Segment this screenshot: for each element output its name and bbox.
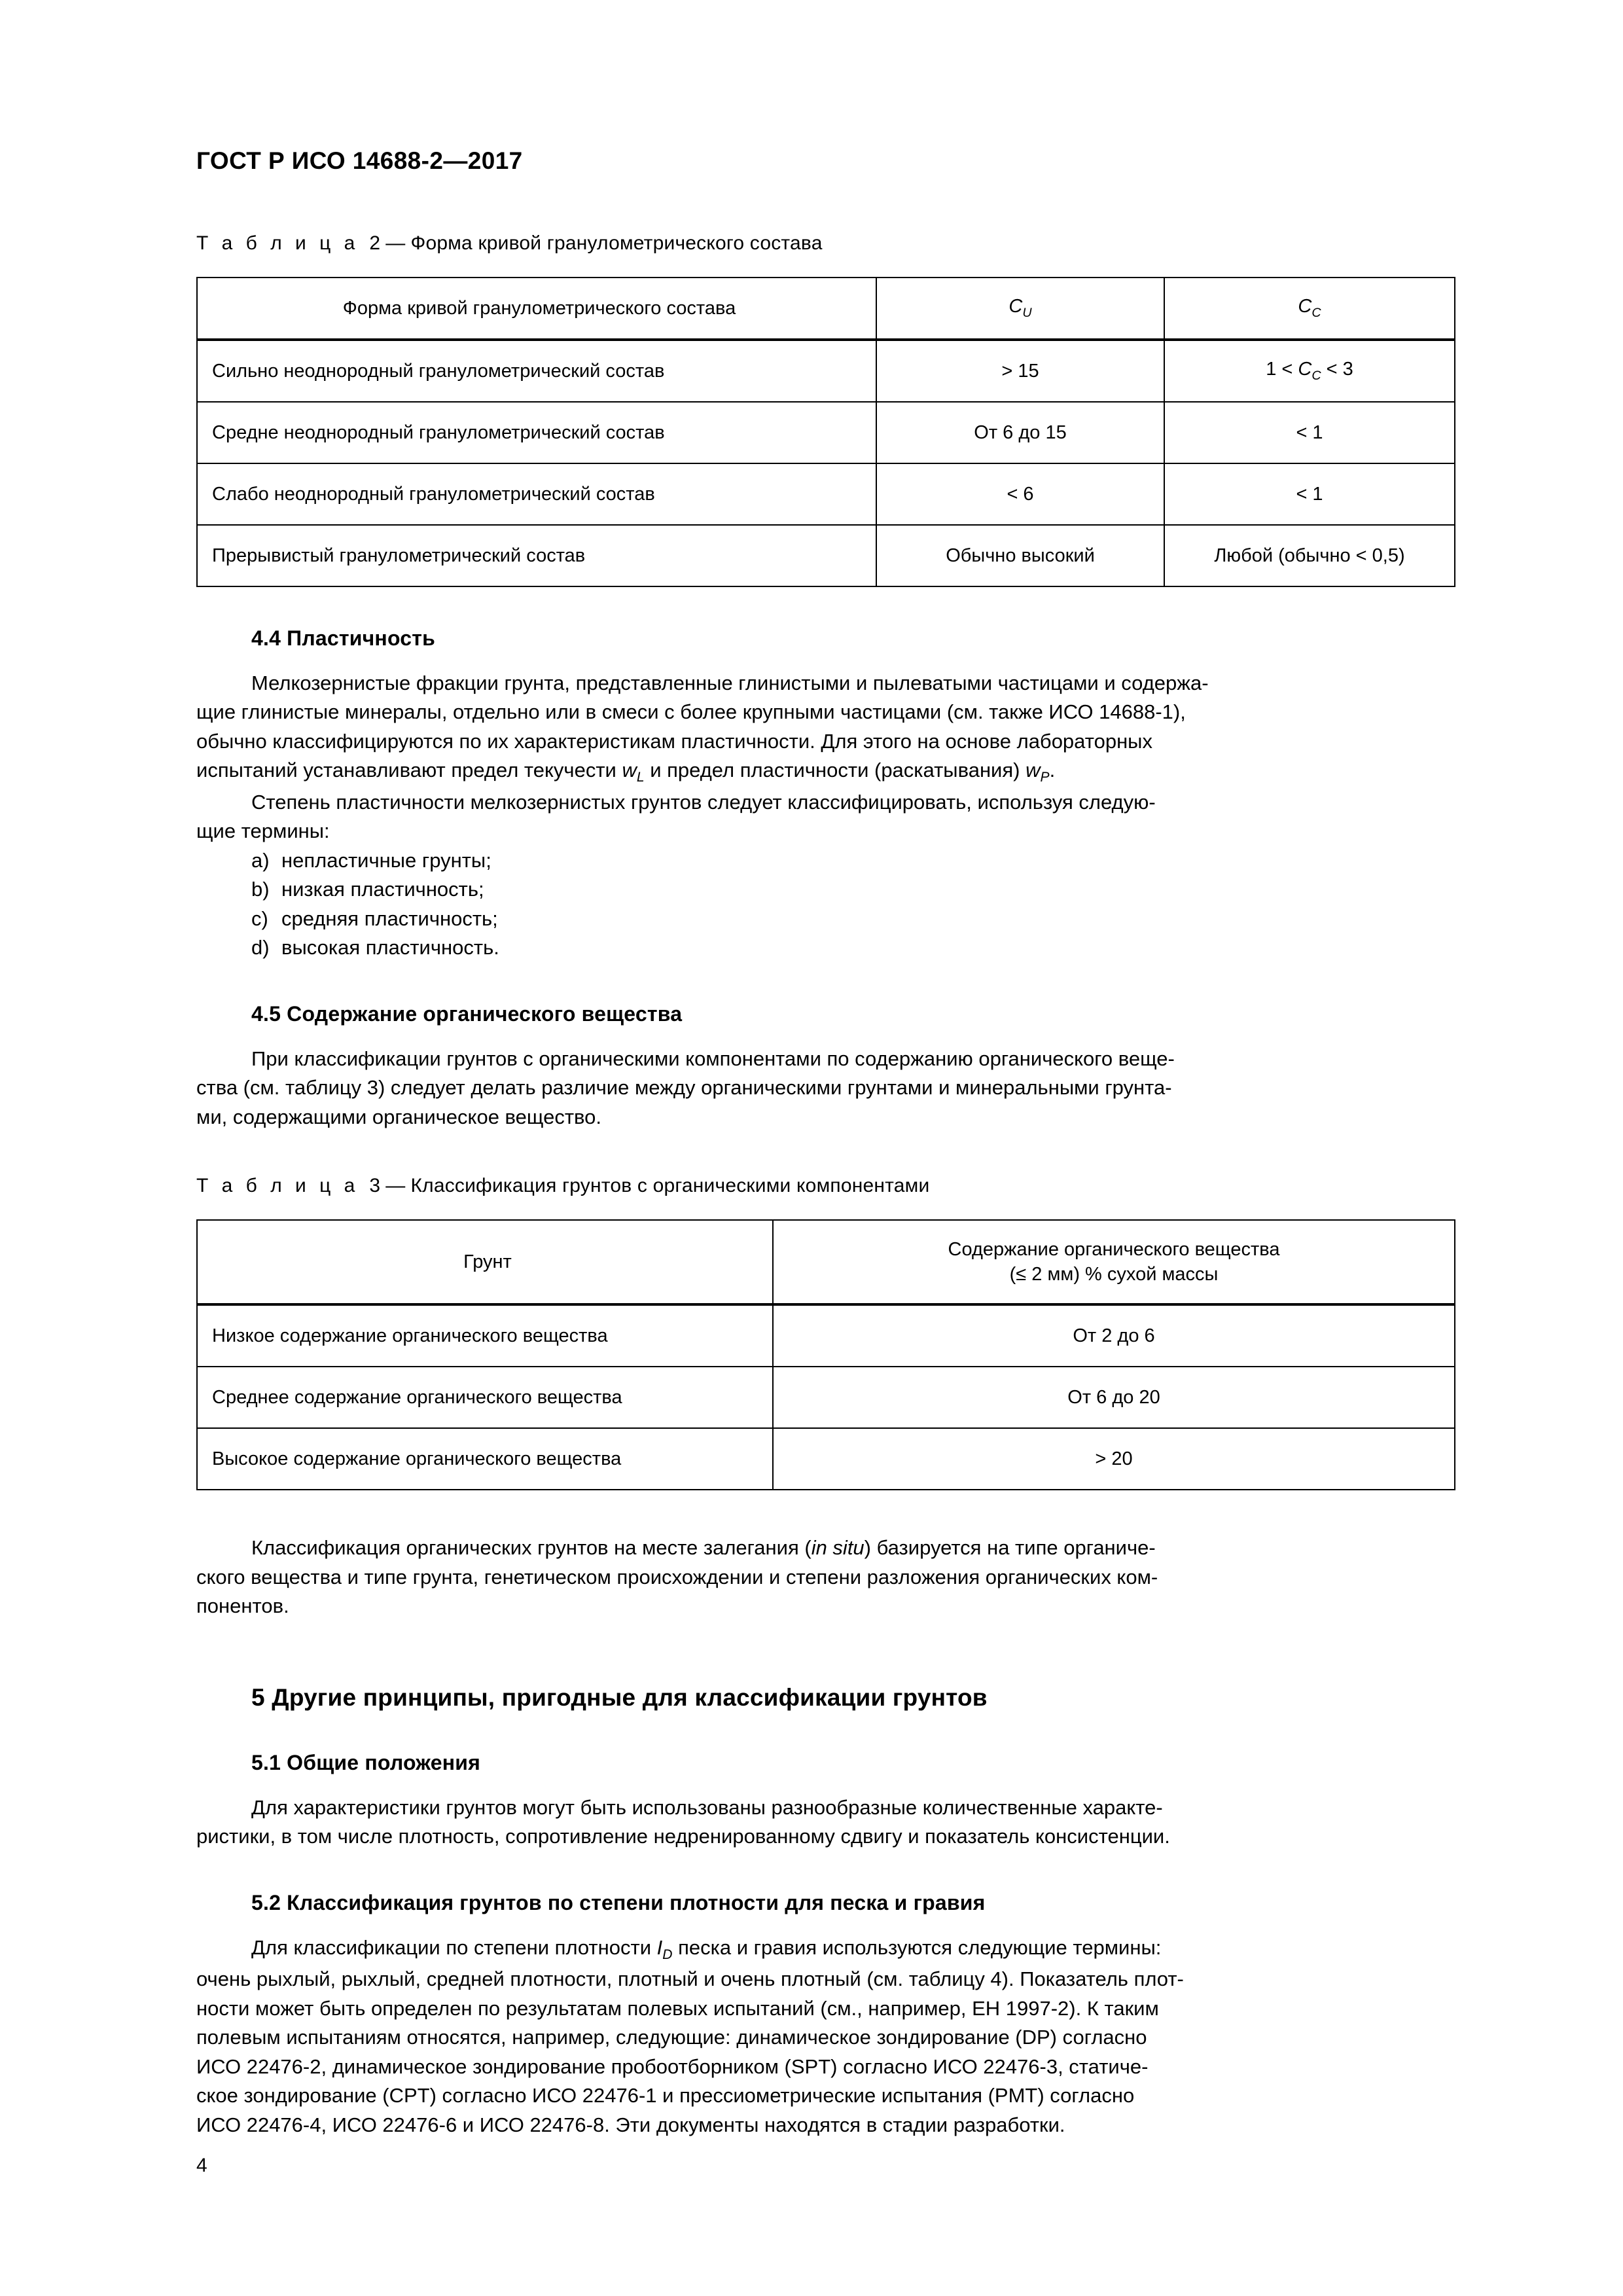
table-2-caption-title: Форма кривой гранулометрического состава: [410, 232, 823, 254]
table-2-col-shape: Форма кривой гранулометрического состава: [197, 278, 876, 340]
paragraph-5-2-b: [196, 1965, 1454, 1994]
table-2-row-0-cc: [1164, 340, 1455, 402]
line: Для характеристики грунтов могут быть использованы разнообразные количественные характе-: [251, 1795, 1163, 1819]
line: Классификация органических грунтов на месте залегания (: [251, 1536, 812, 1560]
spacer: [196, 1490, 1454, 1534]
page-number: 4: [196, 2155, 207, 2176]
table-2-row-1-cu: От 6 до 15: [876, 402, 1164, 463]
list-item: [251, 846, 1454, 875]
line-end: .: [1049, 759, 1056, 782]
paragraph-4-4-1-cont3: [196, 756, 1454, 787]
paragraph-5-2: [196, 1933, 1454, 1965]
table-row: [197, 1304, 1455, 1367]
cu-subscript: U: [1022, 305, 1032, 320]
table-3-col-soil: Грунт: [197, 1220, 773, 1304]
table-2-col-cc: [1164, 278, 1455, 340]
line: Степень пластичности мелкозернистых грунтов следует классифицировать, используя следую-: [251, 790, 1156, 814]
page-title: ГОСТ Р ИСО 14688-2—2017: [196, 147, 523, 174]
line: ское зондирование (CPT) согласно ИСО 22476-1 и прессиометрические испытания (PMT) согласно: [196, 2084, 1135, 2108]
table-3-col-organic-content: [773, 1220, 1455, 1304]
table-3-row-1-name: Среднее содержание органического вещества: [197, 1367, 773, 1428]
paragraph-5-2-d: [196, 2023, 1454, 2052]
line: ства (см. таблицу 3) следует делать различие между органическими грунтами и минеральными грунта-: [196, 1076, 1172, 1100]
table-3-caption-label: Т а б л и ц а: [196, 1175, 359, 1197]
table-2-row-3-name: Прерывистый гранулометрический состав: [197, 525, 876, 586]
paragraph-5-2-g: [196, 2111, 1454, 2140]
cc-subscript: C: [1311, 305, 1321, 320]
line: При классификации грунтов с органическими компонентами по содержанию органического веще-: [251, 1047, 1175, 1070]
paragraph-4-4-1-cont: [196, 698, 1454, 726]
paragraph-4-5-cont: [196, 1073, 1454, 1102]
line: ми, содержащими органическое вещество.: [196, 1105, 601, 1128]
heading-4-5: 4.5 Содержание органического вещества: [251, 1001, 683, 1026]
table-2-caption-dash: —: [385, 232, 406, 254]
header-line-2: (≤ 2 мм) % сухой массы: [1009, 1264, 1219, 1285]
wp-subscript: P: [1040, 770, 1050, 785]
list-text: средняя пластичность;: [281, 906, 498, 930]
paragraph-5-2-e: [196, 2053, 1454, 2081]
table-2-row-1-cc: < 1: [1164, 402, 1455, 463]
paragraph-4-5-cont2: [196, 1103, 1454, 1132]
paragraph-4-4-1-cont2: [196, 727, 1454, 756]
paragraph-4-4-1: [196, 669, 1454, 698]
table-row: [197, 402, 1455, 463]
table-3-row-1-value: От 6 до 20: [773, 1367, 1455, 1428]
line: ИСО 22476-4, ИСО 22476-6 и ИСО 22476-8. Эти документы находятся в стадии разработки.: [196, 2113, 1065, 2136]
heading-4-4: 4.4 Пластичность: [251, 626, 436, 650]
table-2-row-3-cc: Любой (обычно < 0,5): [1164, 525, 1455, 586]
wl-subscript: L: [636, 770, 645, 785]
table-3-caption: [196, 1175, 1454, 1197]
list-item: [251, 933, 1454, 962]
paragraph-5-2-c: [196, 1994, 1454, 2023]
line-mid: и предел пластичности (раскатывания): [644, 759, 1026, 782]
paragraph-4-4-2: [196, 788, 1454, 817]
line: испытаний устанавливают предел текучести: [196, 759, 622, 782]
table-row: [197, 525, 1455, 586]
table-2-caption-label: Т а б л и ц а: [196, 232, 359, 254]
line: полевым испытаниям относятся, например, следующие: динамическое зондирование (DP) согласно: [196, 2026, 1147, 2049]
table-3-row-2-name: Высокое содержание органического вещества: [197, 1428, 773, 1490]
list-text: высокая пластичность.: [281, 936, 499, 960]
table-3: [196, 1219, 1455, 1490]
table-3-wrapper: [196, 1219, 1454, 1490]
heading-5-2: 5.2 Классификация грунтов по степени плотности для песка и гравия: [251, 1890, 986, 1914]
table-3-caption-title: Классификация грунтов с органическими компонентами: [410, 1175, 930, 1197]
in-situ-italic: in situ: [811, 1536, 865, 1560]
list-text: непластичные грунты;: [281, 848, 491, 872]
line: понентов.: [196, 1594, 289, 1618]
table-3-row-2-value: > 20: [773, 1428, 1455, 1490]
paragraph-after-table-3-cont: [196, 1563, 1454, 1592]
table-2-row-2-name: Слабо неоднородный гранулометрический состав: [197, 463, 876, 525]
table-2: [196, 277, 1455, 587]
table-2-caption: [196, 232, 1454, 255]
cc-range-prefix: 1 <: [1266, 359, 1298, 380]
line: щие термины:: [196, 819, 330, 843]
list-marker: c): [251, 906, 268, 930]
cc-symbol: C: [1298, 359, 1312, 380]
table-2-wrapper: [196, 277, 1454, 587]
paragraph-5-2-f: [196, 2081, 1454, 2110]
table-3-row-0-name: Низкое содержание органического вещества: [197, 1304, 773, 1367]
line: очень рыхлый, рыхлый, средней плотности, плотный и очень плотный (см. таблицу 4). Показатель плот-: [196, 1967, 1184, 1991]
list-item: [251, 875, 1454, 904]
line: Для классификации по степени плотности: [251, 1935, 657, 1959]
line: ского вещества и типе грунта, генетическом происхождении и степени разложения органических ком-: [196, 1565, 1158, 1588]
table-2-col-cu: [876, 278, 1164, 340]
list-marker: b): [251, 878, 270, 901]
cu-symbol: C: [1008, 296, 1023, 317]
wp-symbol: w: [1026, 759, 1041, 782]
cc-range-suffix: < 3: [1321, 359, 1353, 380]
paragraph-after-table-3-cont2: [196, 1592, 1454, 1621]
heading-5-1: 5.1 Общие положения: [251, 1750, 481, 1774]
paragraph-4-5: [196, 1045, 1454, 1073]
line: обычно классифицируются по их характеристикам пластичности. Для этого на основе лабораторных: [196, 729, 1152, 753]
table-row: [197, 1367, 1455, 1428]
table-2-row-3-cu: Обычно высокий: [876, 525, 1164, 586]
spacer: [196, 1132, 1454, 1175]
list-text: низкая пластичность;: [281, 878, 484, 901]
header-line-1: Содержание органического вещества: [948, 1238, 1280, 1260]
wl-symbol: w: [622, 759, 637, 782]
table-row: [197, 1428, 1455, 1490]
paragraph-5-1: [196, 1793, 1454, 1822]
paragraph-after-table-3: [196, 1534, 1454, 1562]
paragraph-5-1-cont: [196, 1822, 1454, 1851]
table-2-row-2-cc: < 1: [1164, 463, 1455, 525]
table-2-row-0-name: Сильно неоднородный гранулометрический состав: [197, 340, 876, 402]
table-3-header-row: [197, 1220, 1455, 1304]
table-3-caption-number: 3: [369, 1175, 381, 1197]
line: Мелкозернистые фракции грунта, представленные глинистыми и пылеватыми частицами и содержа-: [251, 672, 1209, 694]
list-marker: d): [251, 936, 270, 960]
cc-subscript: C: [1311, 368, 1321, 383]
table-2-row-1-name: Средне неоднородный гранулометрический состав: [197, 402, 876, 463]
id-symbol: I: [656, 1935, 663, 1959]
table-2-caption-number: 2: [369, 232, 381, 254]
line-end: ) базируется на типе органиче-: [864, 1536, 1156, 1560]
table-row: [197, 463, 1455, 525]
table-row: [197, 340, 1455, 402]
line: ИСО 22476-2, динамическое зондирование пробоотборником (SPT) согласно ИСО 22476-3, статиче-: [196, 2054, 1149, 2078]
table-3-caption-dash: —: [385, 1175, 406, 1197]
list-marker: a): [251, 848, 270, 872]
paragraph-4-4-2-cont: [196, 817, 1454, 846]
line: щие глинистые минералы, отдельно или в смеси с более крупными частицами (см. также ИСО 14688-1),: [196, 700, 1186, 724]
table-2-row-2-cu: < 6: [876, 463, 1164, 525]
line-end: песка и гравия используются следующие термины:: [672, 1935, 1162, 1959]
plasticity-term-list: [196, 846, 1454, 963]
id-subscript: D: [662, 1946, 673, 1962]
table-2-header-row: [197, 278, 1455, 340]
heading-5: 5 Другие принципы, пригодные для классификации грунтов: [251, 1683, 988, 1711]
list-item: [251, 905, 1454, 933]
table-3-row-0-value: От 2 до 6: [773, 1304, 1455, 1367]
table-2-row-0-cu: > 15: [876, 340, 1164, 402]
line: ристики, в том числе плотность, сопротивление недренированному сдвигу и показатель консистенции.: [196, 1825, 1170, 1848]
line: ности может быть определен по результатам полевых испытаний (см., например, ЕН 1997-2). К таким: [196, 1996, 1159, 2020]
cc-symbol: C: [1298, 296, 1312, 317]
